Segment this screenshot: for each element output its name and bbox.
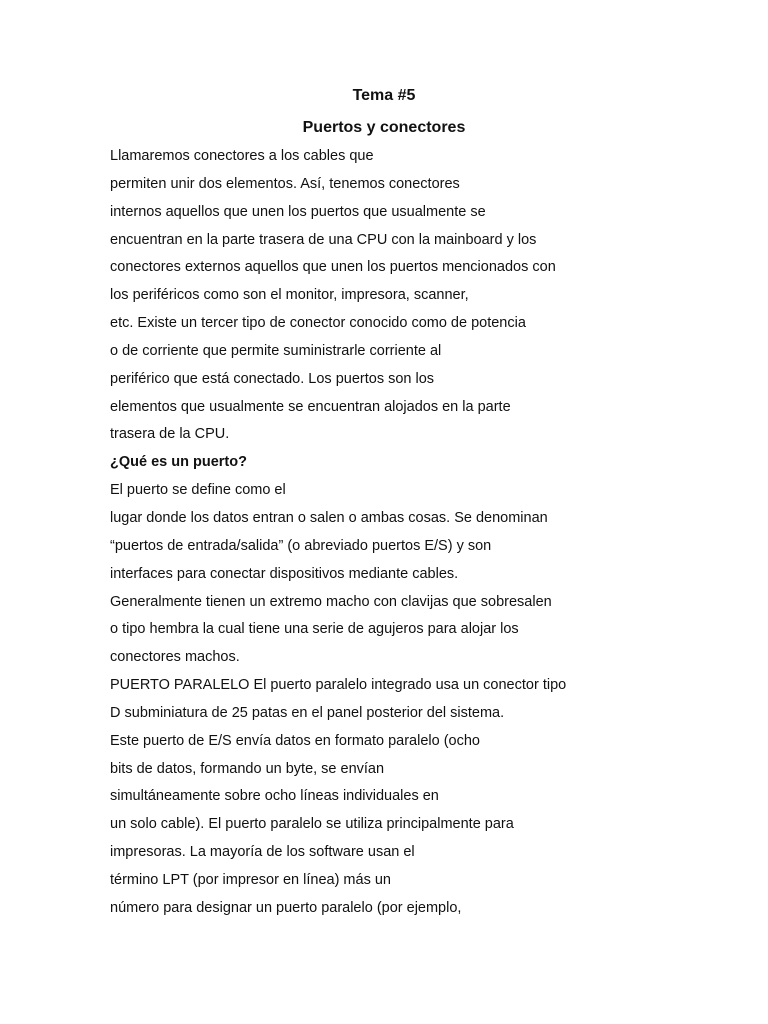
body-line: conectores externos aquellos que unen los puertos mencionados con [110, 259, 556, 276]
body-line: PUERTO PARALELO El puerto paralelo integrado usa un conector tipo [110, 677, 567, 694]
document-title: Tema #5 [352, 87, 416, 104]
body-line: etc. Existe un tercer tipo de conector conocido como de potencia [110, 315, 526, 332]
body-line: término LPT (por impresor en línea) más un [110, 871, 391, 888]
body-line: simultáneamente sobre ocho líneas individuales en [110, 788, 439, 805]
body-line: periférico que está conectado. Los puertos son los [110, 370, 435, 387]
body-line: El puerto se define como el [110, 482, 286, 499]
body-line: bits de datos, formando un byte, se envían [110, 760, 385, 777]
body-line: trasera de la CPU. [110, 426, 230, 443]
body-line: encuentran en la parte trasera de una CPU con la mainboard y los [110, 231, 537, 248]
body-line: un solo cable). El puerto paralelo se utiliza principalmente para [110, 816, 514, 833]
document-subtitle: Puertos y conectores [302, 119, 466, 136]
body-line: número para designar un puerto paralelo (por ejemplo, [110, 899, 462, 916]
body-line: Llamaremos conectores a los cables que [110, 148, 374, 164]
body-line: lugar donde los datos entran o salen o ambas cosas. Se denominan [110, 509, 548, 526]
body-line: internos aquellos que unen los puertos que usualmente se [110, 203, 486, 220]
document-body [110, 145, 730, 925]
body-line: “puertos de entrada/salida” (o abreviado puertos E/S) y son [110, 537, 492, 554]
body-line: permiten unir dos elementos. Así, tenemos conectores [110, 175, 460, 192]
body-line: D subminiatura de 25 patas en el panel posterior del sistema. [110, 704, 505, 721]
body-line: elementos que usualmente se encuentran alojados en la parte [110, 398, 511, 415]
body-line: Generalmente tienen un extremo macho con clavijas que sobresalen [110, 593, 552, 610]
body-line: Este puerto de E/S envía datos en formato paralelo (ocho [110, 732, 480, 749]
body-line: los periféricos como son el monitor, impresora, scanner, [110, 287, 469, 304]
section-heading: ¿Qué es un puerto? [110, 454, 247, 471]
body-line: impresoras. La mayoría de los software usan el [110, 844, 415, 861]
body-line: o tipo hembra la cual tiene una serie de agujeros para alojar los [110, 621, 519, 638]
body-line: conectores machos. [110, 649, 240, 666]
body-line: o de corriente que permite suministrarle corriente al [110, 342, 442, 359]
body-line: interfaces para conectar dispositivos mediante cables. [110, 565, 459, 582]
